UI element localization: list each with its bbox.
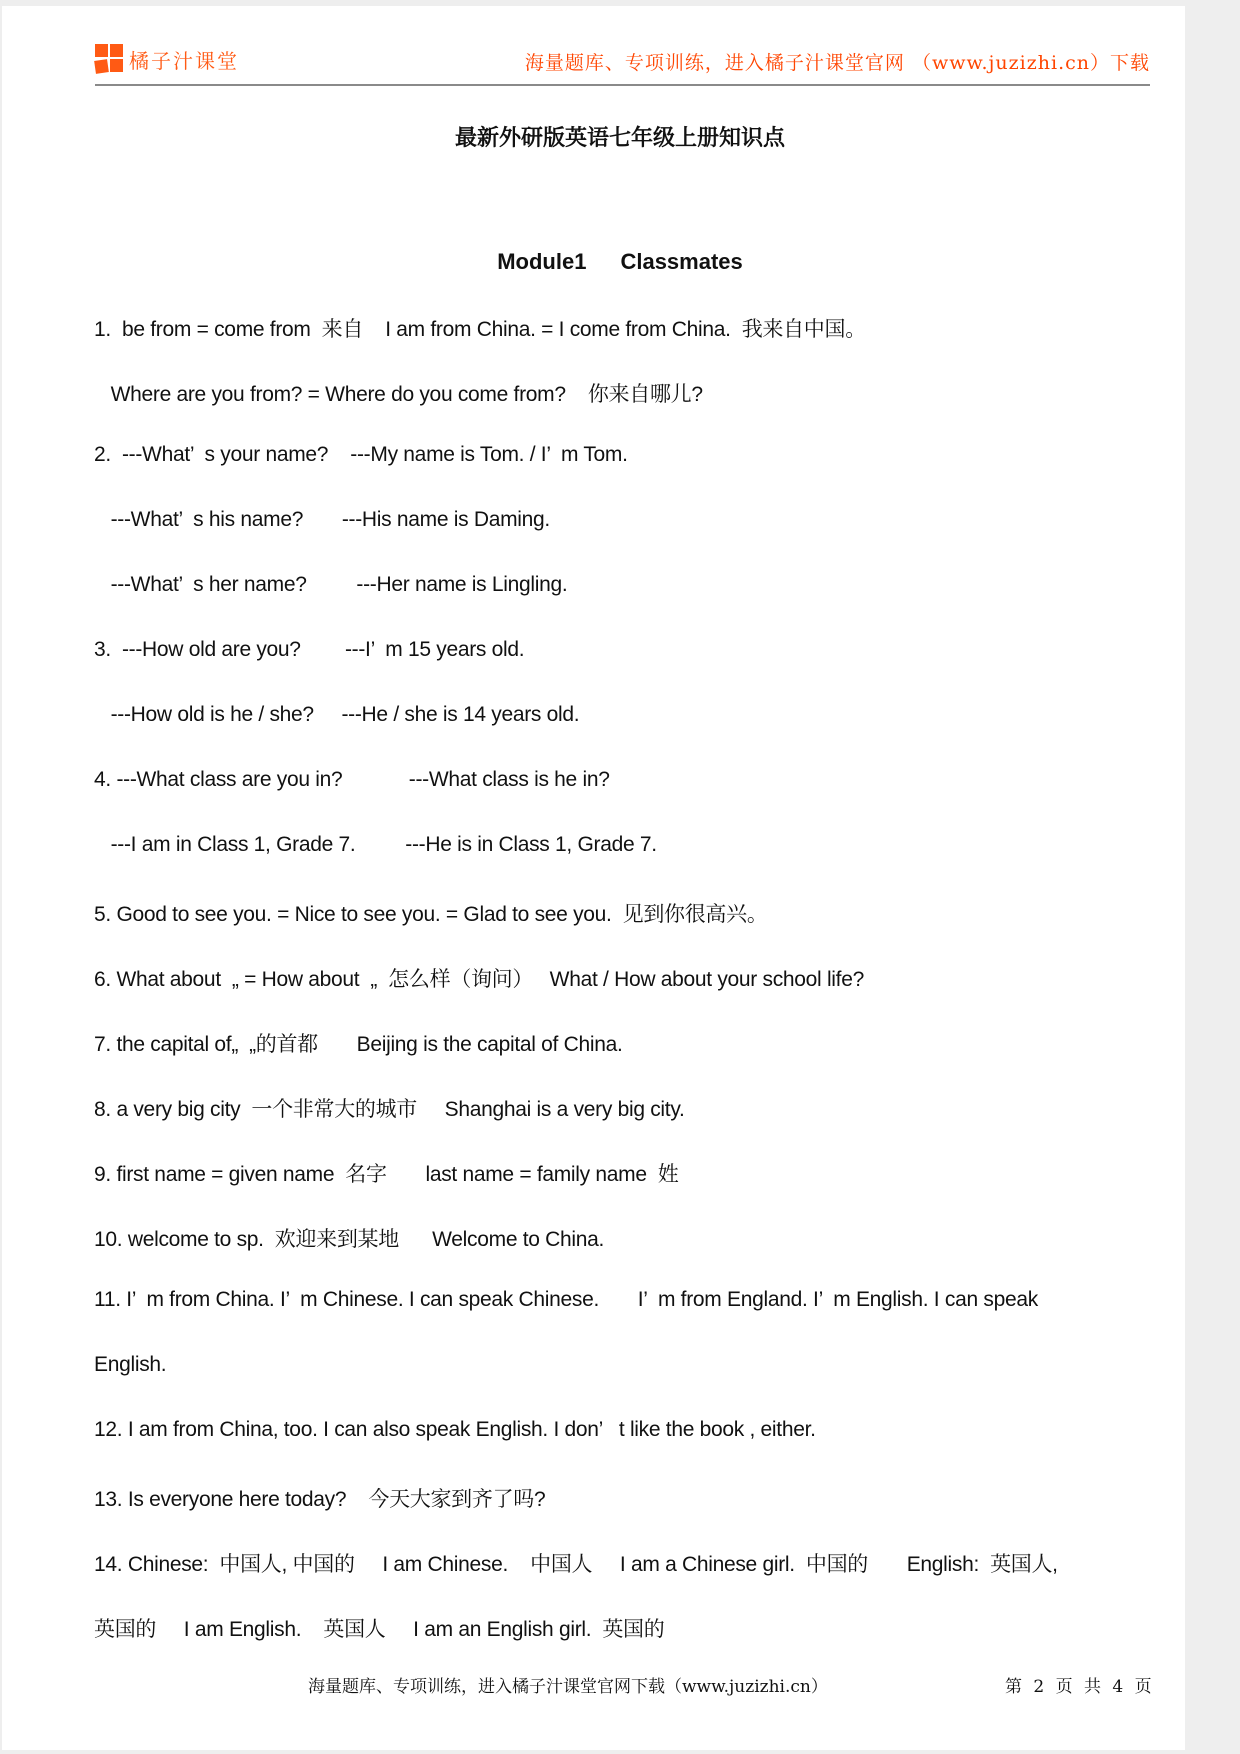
note-line: 6. What about „ = How about „ 怎么样（询问） What / How about your school life?	[94, 968, 864, 991]
note-line: 2. ---What’ s your name? ---My name is Tom. / I’ m Tom.	[94, 443, 628, 466]
logo-squares-icon	[95, 44, 125, 74]
note-line: 5. Good to see you. = Nice to see you. = Glad to see you. 见到你很高兴。	[94, 903, 768, 926]
note-line: ---How old is he / she? ---He / she is 14 years old.	[94, 703, 580, 726]
header-slogan: 海量题库、专项训练，进入橘子汁课堂官网 （www.juzizhi.cn）下载	[524, 52, 1150, 74]
note-line: 14. Chinese: 中国人, 中国的 I am Chinese. 中国人 I am a Chinese girl. 中国的 English: 英国人,	[94, 1553, 1058, 1576]
note-line: 8. a very big city 一个非常大的城市 Shanghai is a very big city.	[94, 1098, 685, 1121]
note-line: 英国的 I am English. 英国人 I am an English girl. 英国的	[94, 1618, 665, 1641]
note-line: 11. I’ m from China. I’ m Chinese. I can speak Chinese. I’ m from England. I’ m English. I can speak	[94, 1288, 1038, 1311]
note-line: 4. ---What class are you in? ---What class is he in?	[94, 768, 610, 791]
note-line: 13. Is everyone here today? 今天大家到齐了吗?	[94, 1488, 546, 1511]
page-number: 第 2 页 共 4 页	[1005, 1677, 1155, 1697]
note-line: Where are you from? = Where do you come from? 你来自哪儿?	[94, 383, 703, 406]
brand-logo	[95, 44, 239, 74]
note-line: ---I am in Class 1, Grade 7. ---He is in Class 1, Grade 7.	[94, 833, 657, 856]
module-number: Module1	[497, 249, 587, 274]
note-line: ---What’ s her name? ---Her name is Lingling.	[94, 573, 568, 596]
module-heading	[0, 249, 1240, 275]
document-title: 最新外研版英语七年级上册知识点	[454, 125, 785, 150]
header-divider	[95, 84, 1150, 86]
note-line: 10. welcome to sp. 欢迎来到某地 Welcome to China.	[94, 1228, 605, 1251]
note-line: English.	[94, 1353, 167, 1376]
brand-name: 橘子汁课堂	[129, 48, 239, 73]
footer-slogan: 海量题库、专项训练，进入橘子汁课堂官网下载（www.juzizhi.cn）	[308, 1677, 828, 1697]
note-line: 1. be from = come from 来自 I am from China. = I come from China. 我来自中国。	[94, 318, 866, 341]
module-name: Classmates	[620, 249, 743, 274]
note-line: 3. ---How old are you? ---I’ m 15 years old.	[94, 638, 525, 661]
note-line: 7. the capital of„ „的首都 Beijing is the capital of China.	[94, 1033, 623, 1056]
page-header	[95, 44, 1150, 84]
note-line: ---What’ s his name? ---His name is Daming.	[94, 508, 550, 531]
note-line: 12. I am from China, too. I can also speak English. I don’ t like the book , either.	[94, 1418, 816, 1441]
note-line: 9. first name = given name 名字 last name = family name 姓	[94, 1163, 679, 1186]
